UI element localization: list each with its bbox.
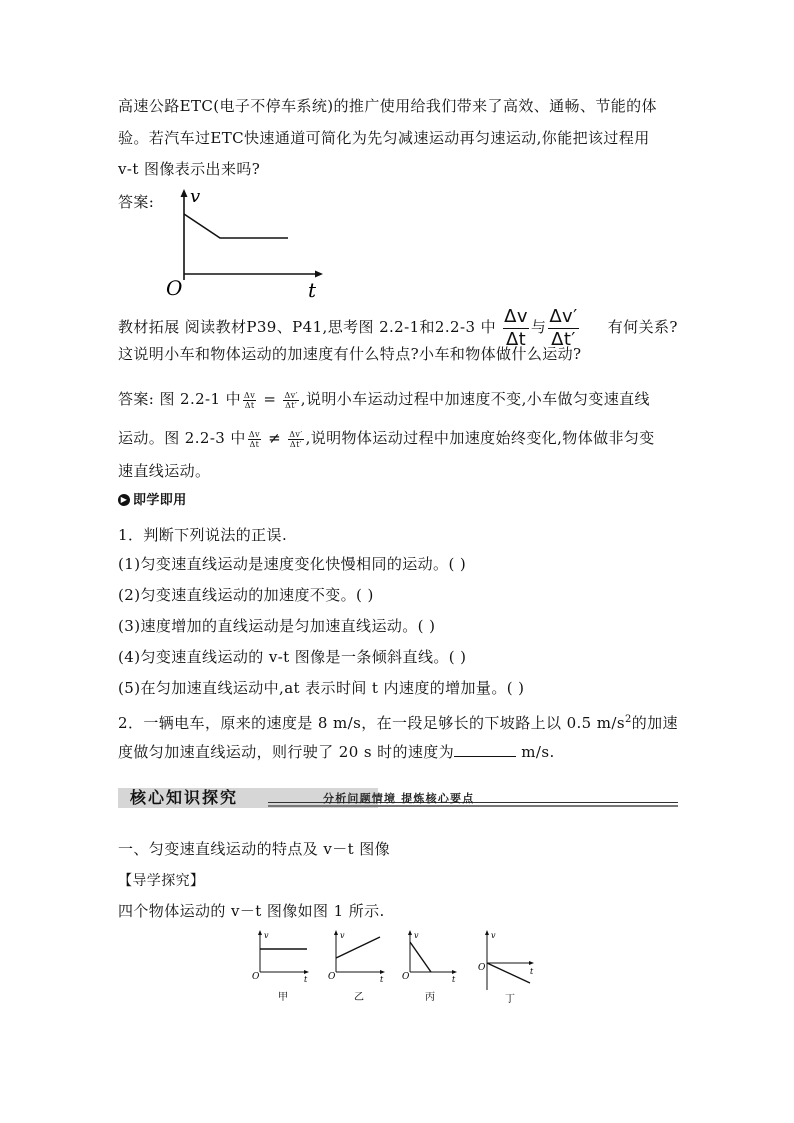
- velocity-line: [336, 937, 380, 958]
- frac-denominator: Δt′: [551, 328, 576, 350]
- frac-denominator: Δt′: [289, 439, 302, 449]
- frac-denominator: Δt: [249, 439, 260, 449]
- q2-text-c: 度做匀加速直线运动，则行驶了 20 s 时的速度为: [118, 743, 455, 761]
- t-label: t: [308, 278, 317, 300]
- question-2-line-2: [118, 742, 555, 762]
- answer2-line-2: [118, 424, 655, 452]
- caption-bing: 丙: [425, 992, 435, 1003]
- v-axis-arrow: [181, 189, 188, 197]
- origin-label: O: [166, 276, 183, 300]
- connector: 与: [530, 318, 547, 336]
- answer2-line-3: 速直线运动。: [118, 462, 211, 480]
- answer2-line-1: [118, 385, 650, 413]
- caption-yi: 乙: [354, 992, 364, 1003]
- velocity-line: [487, 963, 530, 983]
- svg-text:t: t: [304, 975, 308, 984]
- frac-numerator: Δv′: [289, 429, 303, 439]
- svg-text:t: t: [530, 967, 534, 976]
- svg-text:v: v: [414, 931, 419, 940]
- fraction-small-prime: [283, 391, 298, 410]
- section-title: 核心知识探究: [130, 788, 239, 807]
- svg-text:O: O: [478, 963, 486, 973]
- frac-denominator: Δt: [244, 400, 255, 410]
- statement-2: (2)匀变速直线运动的加速度不变。( ): [118, 586, 374, 604]
- statement-4: (4)匀变速直线运动的 v-t 图像是一条倾斜直线。( ): [118, 648, 467, 666]
- graph-yi: [328, 930, 385, 1003]
- figure-1-graphs: [250, 928, 550, 1006]
- q2-unit: m/s.: [521, 743, 555, 761]
- q2-text-a: 2．一辆电车，原来的速度是 8 m/s，在一段足够长的下坡路上以 0.5 m/s: [118, 714, 625, 732]
- fraction-small: [248, 430, 261, 449]
- statement-5: (5)在匀加速直线运动中,at 表示时间 t 内速度的增加量。( ): [118, 679, 525, 697]
- extension-prefix: 教材拓展 阅读教材P39、P41,思考图 2.2-1和2.2-3 中: [118, 318, 496, 336]
- answer2-b-post: ,说明物体运动过程中加速度始终变化,物体做非匀变: [305, 429, 655, 447]
- velocity-curve: [184, 214, 288, 238]
- v-label: v: [190, 186, 201, 207]
- svg-text:t: t: [380, 975, 384, 984]
- frac-numerator: Δv′: [549, 305, 578, 327]
- frac-denominator: Δt′: [285, 400, 298, 410]
- answer-blank[interactable]: [454, 742, 516, 757]
- svg-text:O: O: [402, 972, 410, 982]
- extension-line-1: [118, 305, 678, 349]
- answer-label: 答案:: [118, 193, 155, 211]
- intro-line-3: v-t 图像表示出来吗?: [118, 160, 261, 178]
- statement-1: (1)匀变速直线运动是速度变化快慢相同的运动。( ): [118, 555, 467, 573]
- statement-3: (3)速度增加的直线运动是匀加速直线运动。( ): [118, 617, 436, 635]
- svg-text:O: O: [328, 972, 336, 982]
- fraction-small-prime: [288, 430, 303, 449]
- practice-heading: [118, 489, 187, 511]
- question-2-line-1: [118, 710, 678, 733]
- answer2-b-pre: 运动。图 2.2-3 中: [118, 429, 246, 447]
- caption-jia: 甲: [278, 992, 288, 1003]
- practice-heading-label: 即学即用: [133, 493, 187, 508]
- graph-ding: [478, 930, 534, 1005]
- play-icon: ▶: [118, 494, 130, 506]
- graph-jia: [252, 930, 309, 1003]
- not-equal-sign: ≠: [268, 429, 282, 447]
- t-axis-arrow: [315, 271, 323, 278]
- velocity-line: [410, 942, 431, 972]
- svg-text:v: v: [491, 931, 496, 940]
- frac-numerator: Δv: [248, 429, 260, 439]
- frac-numerator: Δv: [244, 390, 256, 400]
- caption-ding: 丁: [505, 994, 515, 1005]
- intro-line-2: 验。若汽车过ETC快速通道可简化为先匀减速运动再匀速运动,你能把该过程用: [118, 129, 650, 147]
- svg-text:v: v: [340, 931, 345, 940]
- svg-text:O: O: [252, 972, 260, 982]
- frac-numerator: Δv′: [284, 390, 298, 400]
- svg-text:v: v: [264, 931, 269, 940]
- svg-text:t: t: [452, 975, 456, 984]
- section-subtitle: 分析问题情境 提炼核心要点: [323, 792, 475, 805]
- answer2-label: 答案:: [118, 390, 155, 408]
- intro-line-1: 高速公路ETC(电子不停车系统)的推广使用给我们带来了高效、通畅、节能的体: [118, 97, 657, 115]
- q2-text-b: 的加速: [631, 714, 678, 732]
- question-1: 1．判断下列说法的正误.: [118, 526, 288, 544]
- graph-bing: [402, 930, 457, 1003]
- part1-description: 四个物体运动的 v－t 图像如图 1 所示.: [118, 902, 385, 920]
- answer2-a-post: ,说明小车运动过程中加速度不变,小车做匀变速直线: [300, 390, 650, 408]
- answer-vt-graph: [160, 185, 330, 300]
- frac-denominator: Δt: [505, 328, 527, 350]
- equals-sign: =: [263, 390, 277, 408]
- fraction-small: [243, 391, 256, 410]
- guide-label: 【导学探究】: [118, 873, 205, 889]
- extension-suffix: 有何关系?: [607, 318, 678, 336]
- frac-numerator: Δv: [504, 305, 528, 327]
- answer2-a-pre: 图 2.2-1 中: [159, 390, 242, 408]
- extension-line-2: 这说明小车和物体运动的加速度有什么特点?小车和物体做什么运动?: [118, 345, 582, 363]
- part1-heading: 一、匀变速直线运动的特点及 v－t 图像: [118, 840, 391, 858]
- q2-superscript: 2: [624, 714, 632, 725]
- section-banner: [118, 786, 678, 810]
